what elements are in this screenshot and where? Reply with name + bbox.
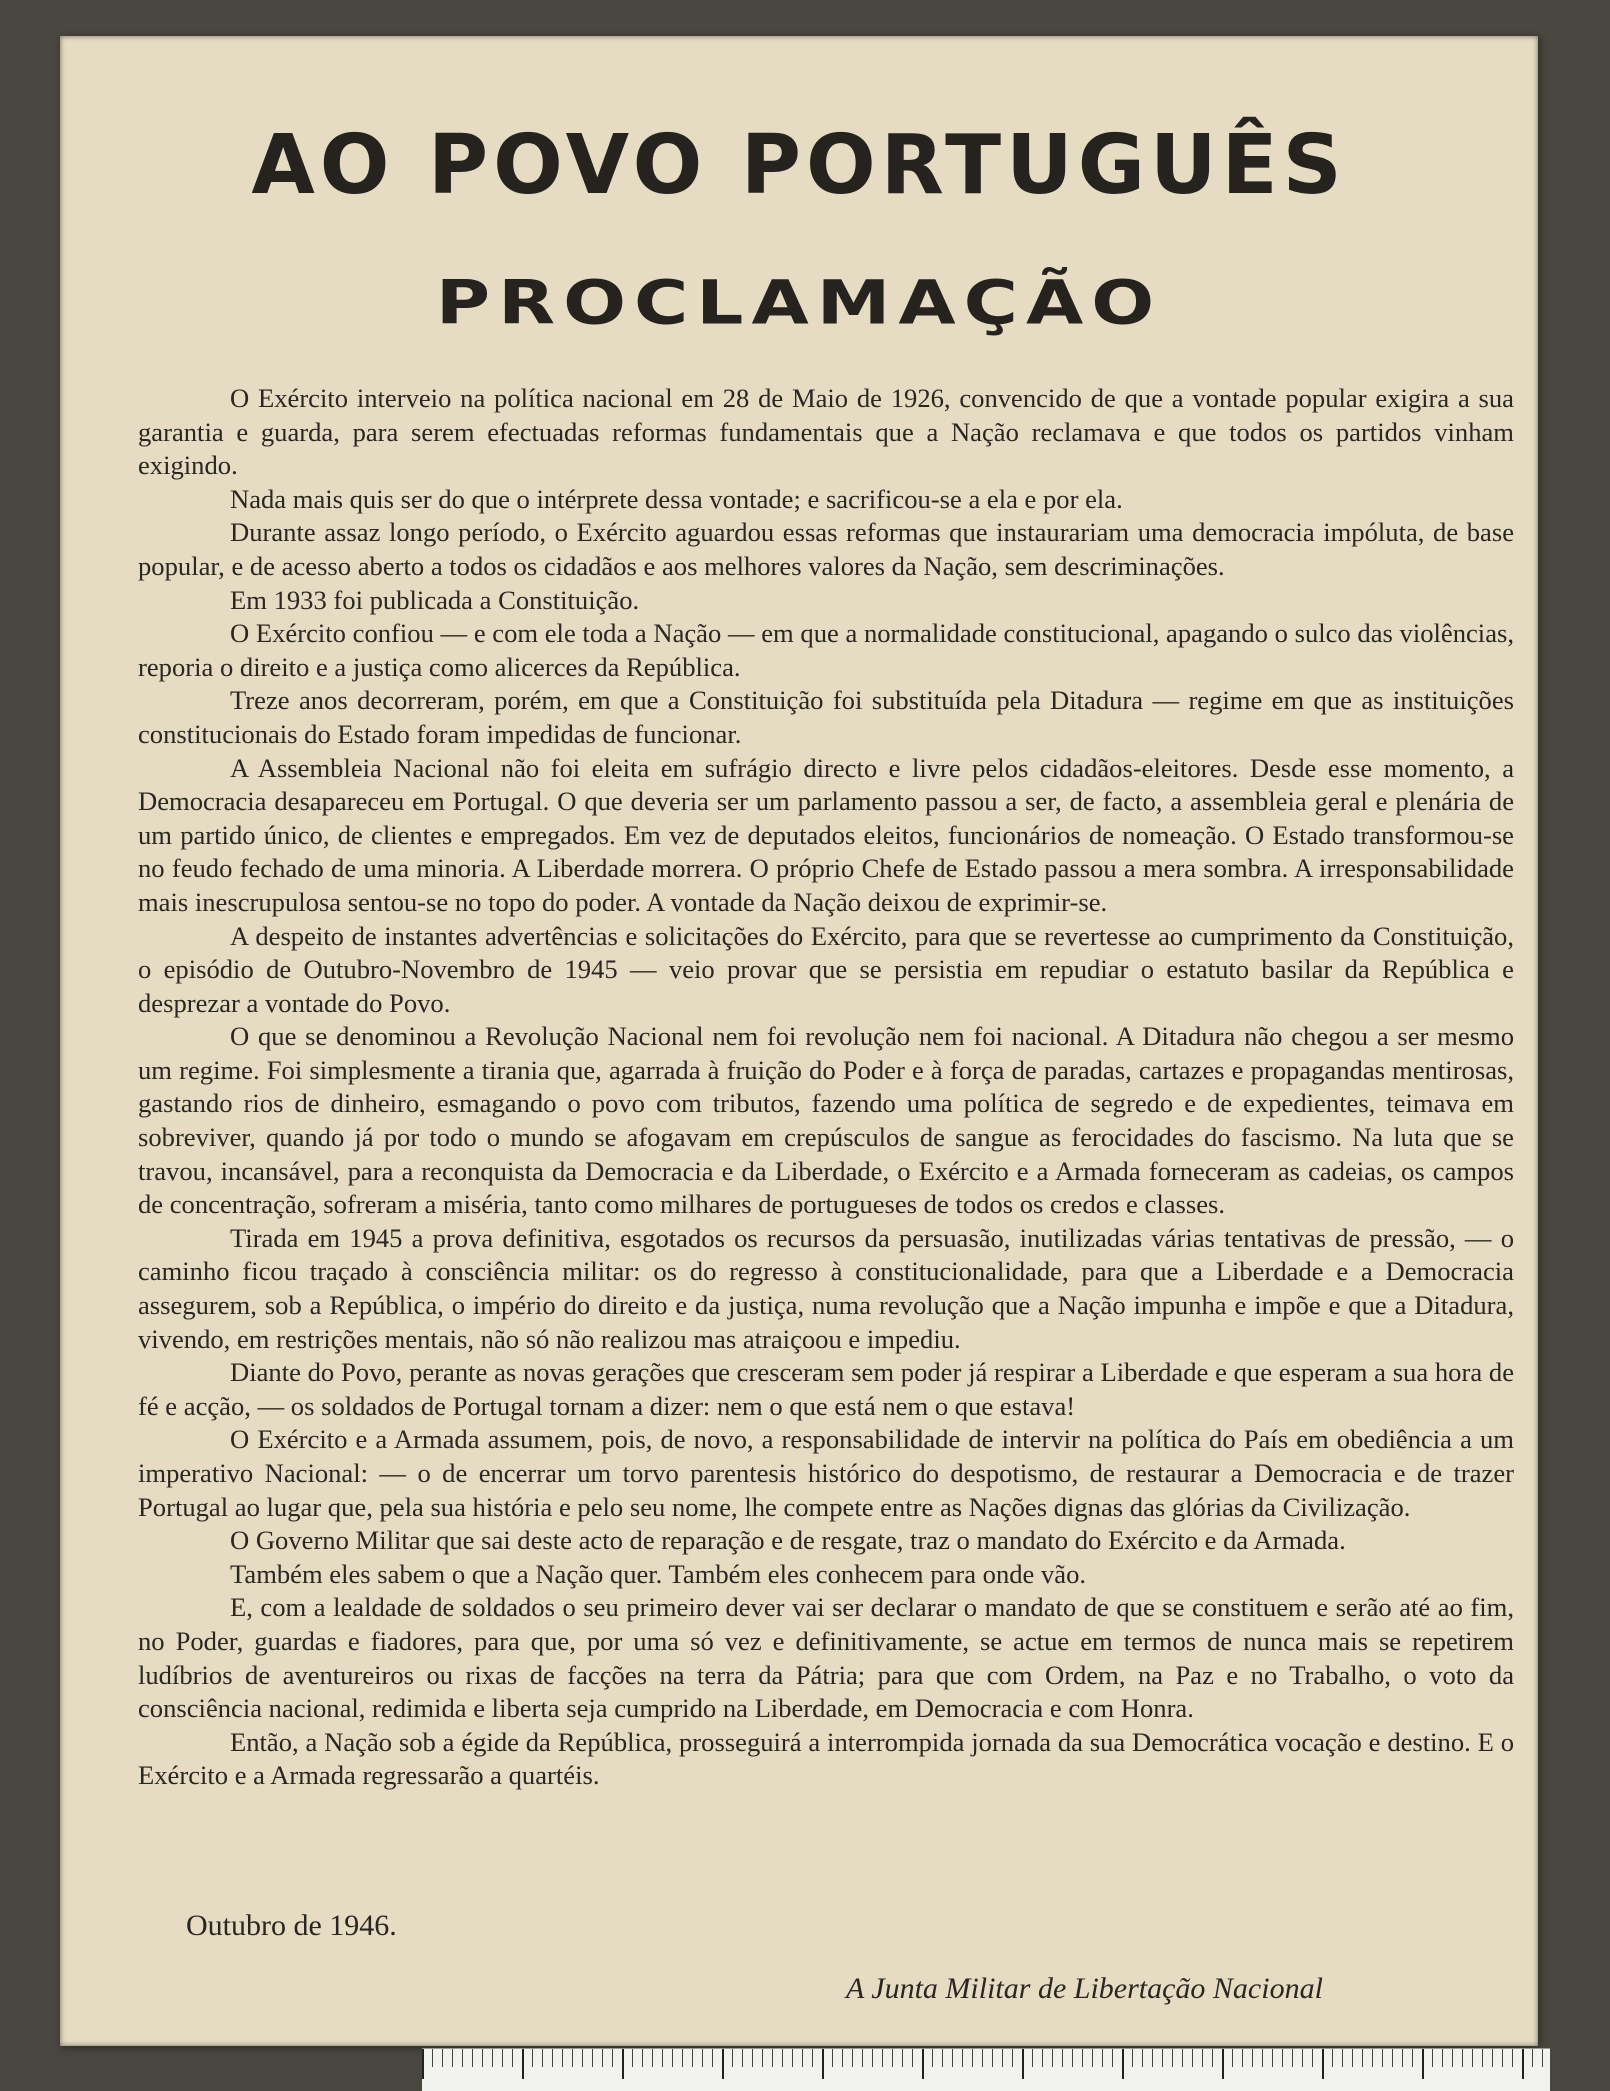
page-title: AO POVO PORTUGUÊS <box>251 118 1347 213</box>
paragraph: Durante assaz longo período, o Exército aguardou essas reformas que instaurariam uma democracia impóluta, de base popular, e de acesso aberto a todos os cidadãos e aos melhores valores da Nação, sem descriminações. <box>138 517 1514 581</box>
paragraph: A despeito de instantes advertências e solicitações do Exército, para que se revertesse ao cumprimento da Constituição, o episódio de Outubro-Novembro de 1945 — veio provar que se persistia em repudiar o estatuto basilar da República e desprezar a vontade do Povo. <box>138 920 1514 1018</box>
paragraph: Nada mais quis ser do que o intérprete dessa vontade; e sacrificou-se a ela e por ela. <box>230 483 1123 514</box>
paragraph: Também eles sabem o que a Nação quer. Também eles conhecem para onde vão. <box>230 1558 1087 1589</box>
paragraph: Tirada em 1945 a prova definitiva, esgotados os recursos da persuasão, inutilizadas várias tentativas de pressão, — o caminho ficou traçado à consciência militar: os do regresso à constitucionalidade, para que a Liberdade e a Democracia assegurem, sob a República, o império do direito e da justiça, numa revolução que a Nação impunha e impõe e que a Ditadura, vivendo, em restrições mentais, não só não realizou mas atraiçoou e impediu. <box>138 1222 1514 1354</box>
signature: A Junta Militar de Libertação Nacional <box>846 1972 1323 2005</box>
paragraph: Diante do Povo, perante as novas gerações que cresceram sem poder já respirar a Liberdade e que esperam a sua hora de fé e acção, — os soldados de Portugal tornam a dizer: nem o que está nem o que estava! <box>138 1357 1514 1421</box>
paragraph: O Exército e a Armada assumem, pois, de novo, a responsabilidade de intervir na política do País em obediência a um imperativo Nacional: — o de encerrar um torvo parentesis histórico do despotismo, de restaurar a Democracia e de trazer Portugal ao lugar que, pela sua história e pelo seu nome, lhe compete entre as Nações dignas das glórias da Civilização. <box>138 1424 1514 1522</box>
proclamation-body <box>138 382 1514 1793</box>
scale-ruler <box>422 2048 1550 2091</box>
paragraph: A Assembleia Nacional não foi eleita em sufrágio directo e livre pelos cidadãos-eleitores. Desde esse momento, a Democracia desapareceu em Portugal. O que deveria ser um parlamento passou a ser, de facto, a assembleia geral e plenária de um partido único, de clientes e empregados. Em vez de deputados eleitos, funcionários de nomeação. O Estado transformou-se no feudo fechado de uma minoria. A Liberdade morrera. O próprio Chefe de Estado passou a mera sombra. A irresponsabilidade mais inescrupulosa sentou-se no topo do poder. A vontade da Nação deixou de exprimir-se. <box>138 752 1514 917</box>
paragraph: O que se denominou a Revolução Nacional nem foi revolução nem foi nacional. A Ditadura não chegou a ser mesmo um regime. Foi simplesmente a tirania que, agarrada à fruição do Poder e à força de paradas, cartazes e propagandas mentirosas, gastando rios de dinheiro, esmagando o povo com tributos, fazendo uma política de segredo e de expedientes, teimava em sobreviver, quando já por todo o mundo se afogavam em crepúsculos de sangue as ferocidades do fascismo. Na luta que se travou, incansável, para a reconquista da Democracia e da Liberdade, o Exército e a Armada forneceram as cadeias, os campos de concentração, sofreram a miséria, tanto como milhares de portugueses de todos os credos e classes. <box>138 1021 1514 1220</box>
proclamation-sheet <box>60 36 1538 2046</box>
document-date: Outubro de 1946. <box>186 1909 397 1942</box>
paragraph: Então, a Nação sob a égide da República, prosseguirá a interrompida jornada da sua Democrática vocação e destino. E o Exército e a Armada regressarão a quartéis. <box>138 1726 1514 1791</box>
paragraph: O Exército confiou — e com ele toda a Nação — em que a normalidade constitucional, apagando o sulco das violências, reporia o direito e a justiça como alicerces da República. <box>138 618 1514 682</box>
paragraph: Treze anos decorreram, porém, em que a Constituição foi substituída pela Ditadura — regime em que as instituições constitucionais do Estado foram impedidas de funcionar. <box>138 685 1514 749</box>
ruler-major-ticks <box>422 2049 1550 2079</box>
paragraph: E, com a lealdade de soldados o seu primeiro dever vai ser declarar o mandato de que se constituem e serão até ao fim, no Poder, guardas e fiadores, para que, por uma só vez e definitivamente, se actue em termos de nunca mais se repetirem ludíbrios de aventureiros ou rixas de facções na terra da Pátria; para que com Ordem, na Paz e no Trabalho, o voto da consciência nacional, redimida e liberta seja cumprido na Liberdade, em Democracia e com Honra. <box>138 1592 1514 1724</box>
page-subtitle: PROCLAMAÇÃO <box>435 267 1163 339</box>
paragraph: O Governo Militar que sai deste acto de reparação e de resgate, traz o mandato do Exército e da Armada. <box>230 1525 1346 1556</box>
paragraph: O Exército interveio na política nacional em 28 de Maio de 1926, convencido de que a vontade popular exigira a sua garantia e guarda, para serem efectuadas reformas fundamentais que a Nação reclamava e que todos os partidos vinham exigindo. <box>138 383 1514 481</box>
paragraph: Em 1933 foi publicada a Constituição. <box>230 584 640 615</box>
